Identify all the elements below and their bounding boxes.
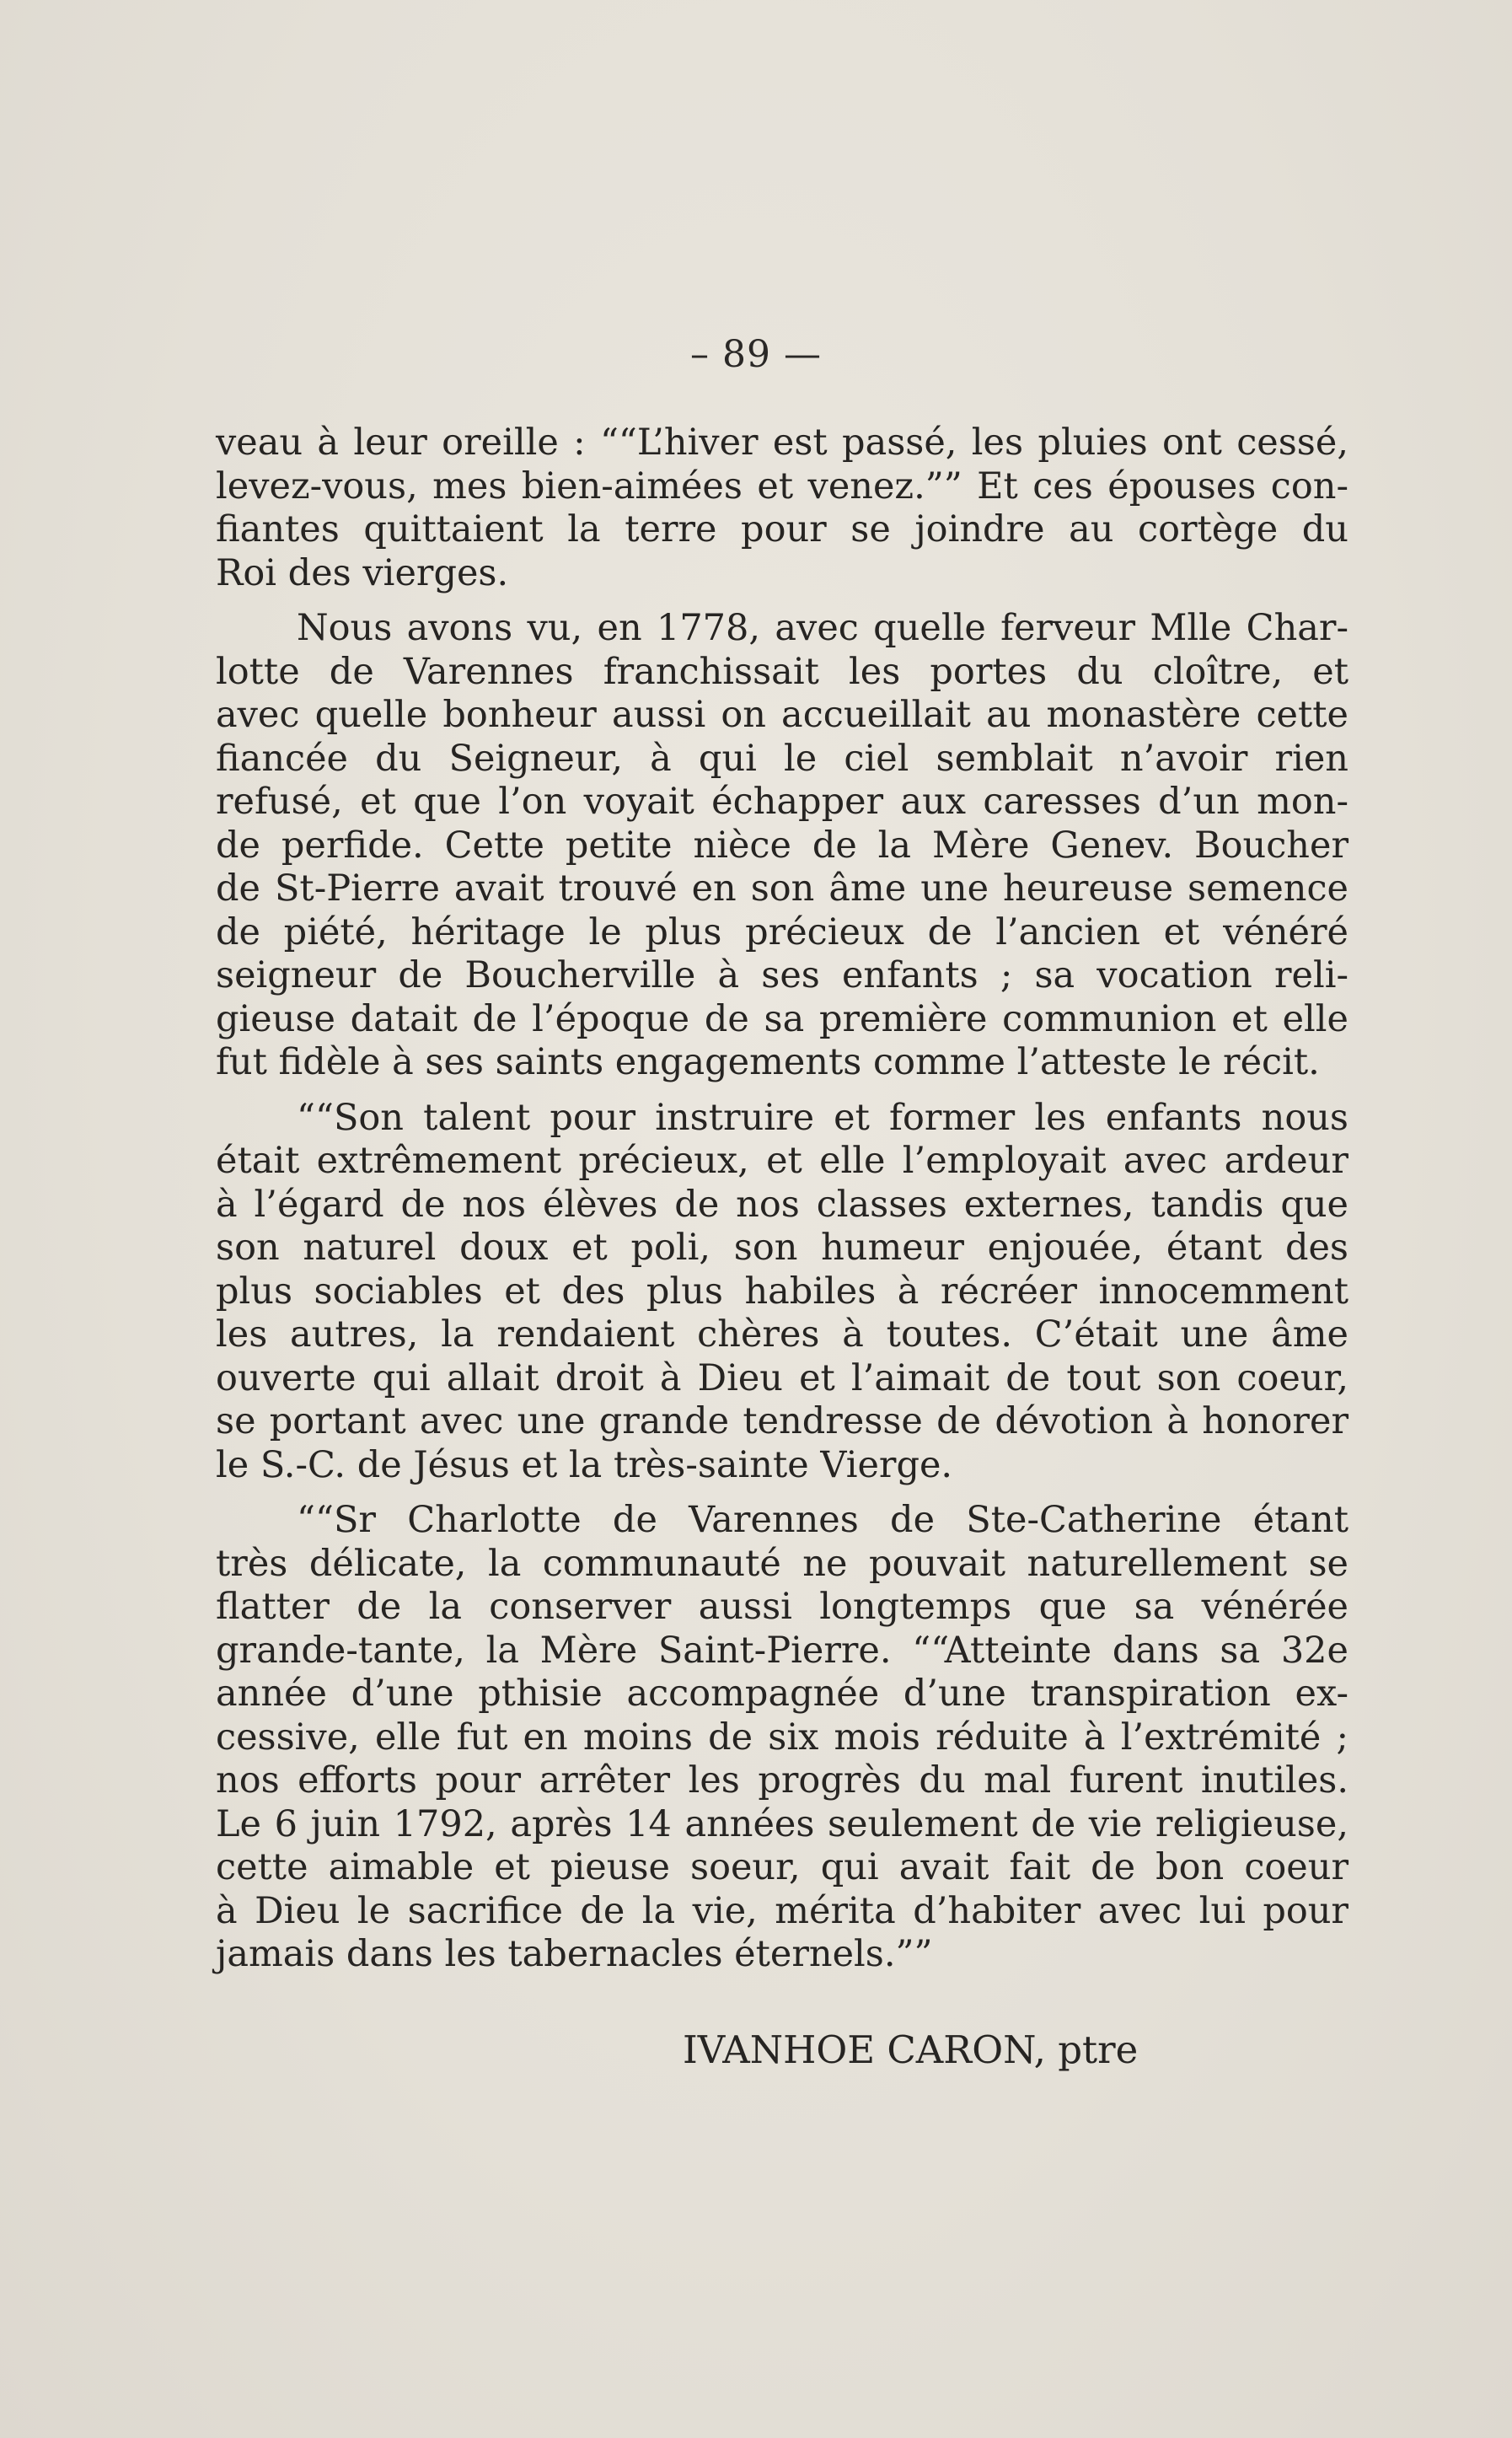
text-line: fut fidèle à ses saints engagements comme l’atteste le récit. [216, 1041, 1320, 1083]
text-line: à l’égard de nos élèves de nos classes externes, tandis que [216, 1183, 1348, 1226]
text-line: se portant avec une grande tendresse de dévotion à honorer [216, 1400, 1348, 1442]
text-line: avec quelle bonheur aussi on accueillait au monastère cette [216, 694, 1348, 736]
paragraph-gap [216, 1487, 1348, 1499]
text-line: à Dieu le sacrifice de la vie, mérita d’habiter avec lui pour [216, 1889, 1348, 1932]
text-line: de St-Pierre avait trouvé en son âme une heureuse semence [216, 867, 1348, 910]
text-line: ““Son talent pour instruire et former les enfants nous [297, 1096, 1348, 1139]
text-line: levez-vous, mes bien-aimées et venez.”” Et ces épouses con- [216, 465, 1348, 507]
paragraph-gap [216, 595, 1348, 607]
text-line: gieuse datait de l’époque de sa première communion et elle [216, 997, 1348, 1040]
text-line: cessive, elle fut en moins de six mois réduite à l’extrémité ; [216, 1716, 1348, 1759]
paragraph-gap [216, 1085, 1348, 1097]
paragraph [216, 1499, 1348, 1977]
body-text [216, 422, 1348, 1977]
text-line: nos efforts pour arrêter les progrès du mal furent inutiles. [216, 1759, 1348, 1802]
text-line: lotte de Varennes franchissait les portes du cloître, et [216, 650, 1348, 693]
text-line: ““Sr Charlotte de Varennes de Ste-Catherine étant [297, 1499, 1348, 1541]
text-line: Nous avons vu, en 1778, avec quelle ferveur Mlle Char- [297, 607, 1348, 649]
text-line: grande-tante, la Mère Saint-Pierre. ““Atteinte dans sa 32e [216, 1629, 1348, 1672]
page-number: – 89 — [690, 333, 822, 376]
text-line: refusé, et que l’on voyait échapper aux caresses d’un mon- [216, 781, 1348, 823]
text-line: fiantes quittaient la terre pour se joindre au cortège du [216, 508, 1348, 550]
text-line: fiancée du Seigneur, à qui le ciel semblait n’avoir rien [216, 737, 1348, 780]
paragraph [216, 1097, 1348, 1488]
text-line: année d’une pthisie accompagnée d’une transpiration ex- [216, 1673, 1348, 1715]
text-line: Roi des vierges. [216, 551, 509, 594]
text-line: de perfide. Cette petite nièce de la Mère Genev. Boucher [216, 824, 1348, 867]
text-line: veau à leur oreille : ““L’hiver est passé, les pluies ont cessé, [216, 422, 1348, 464]
text-line: flatter de la conserver aussi longtemps que sa vénérée [216, 1586, 1348, 1628]
text-line: Le 6 juin 1792, après 14 années seulement de vie religieuse, [216, 1802, 1348, 1845]
text-line: les autres, la rendaient chères à toutes. C’était une âme [216, 1313, 1348, 1356]
text-line: seigneur de Boucherville à ses enfants ; sa vocation reli- [216, 954, 1348, 996]
paragraph [216, 422, 1348, 595]
text-line: cette aimable et pieuse soeur, qui avait fait de bon coeur [216, 1846, 1348, 1888]
text-line: très délicate, la communauté ne pouvait naturellement se [216, 1542, 1348, 1585]
text-line: jamais dans les tabernacles éternels.”” [216, 1933, 933, 1975]
text-line: ouverte qui allait droit à Dieu et l’aimait de tout son coeur, [216, 1356, 1348, 1399]
paragraph [216, 607, 1348, 1085]
text-line: de piété, héritage le plus précieux de l’ancien et vénéré [216, 910, 1348, 953]
text-line: plus sociables et des plus habiles à récréer innocemment [216, 1270, 1348, 1313]
text-line: était extrêmement précieux, et elle l’employait avec ardeur [216, 1140, 1348, 1182]
author-signature: IVANHOE CARON, ptre [683, 2027, 1139, 2072]
text-line: le S.-C. de Jésus et la très-sainte Vierge. [216, 1443, 953, 1486]
text-line: son naturel doux et poli, son humeur enjouée, étant des [216, 1227, 1348, 1269]
